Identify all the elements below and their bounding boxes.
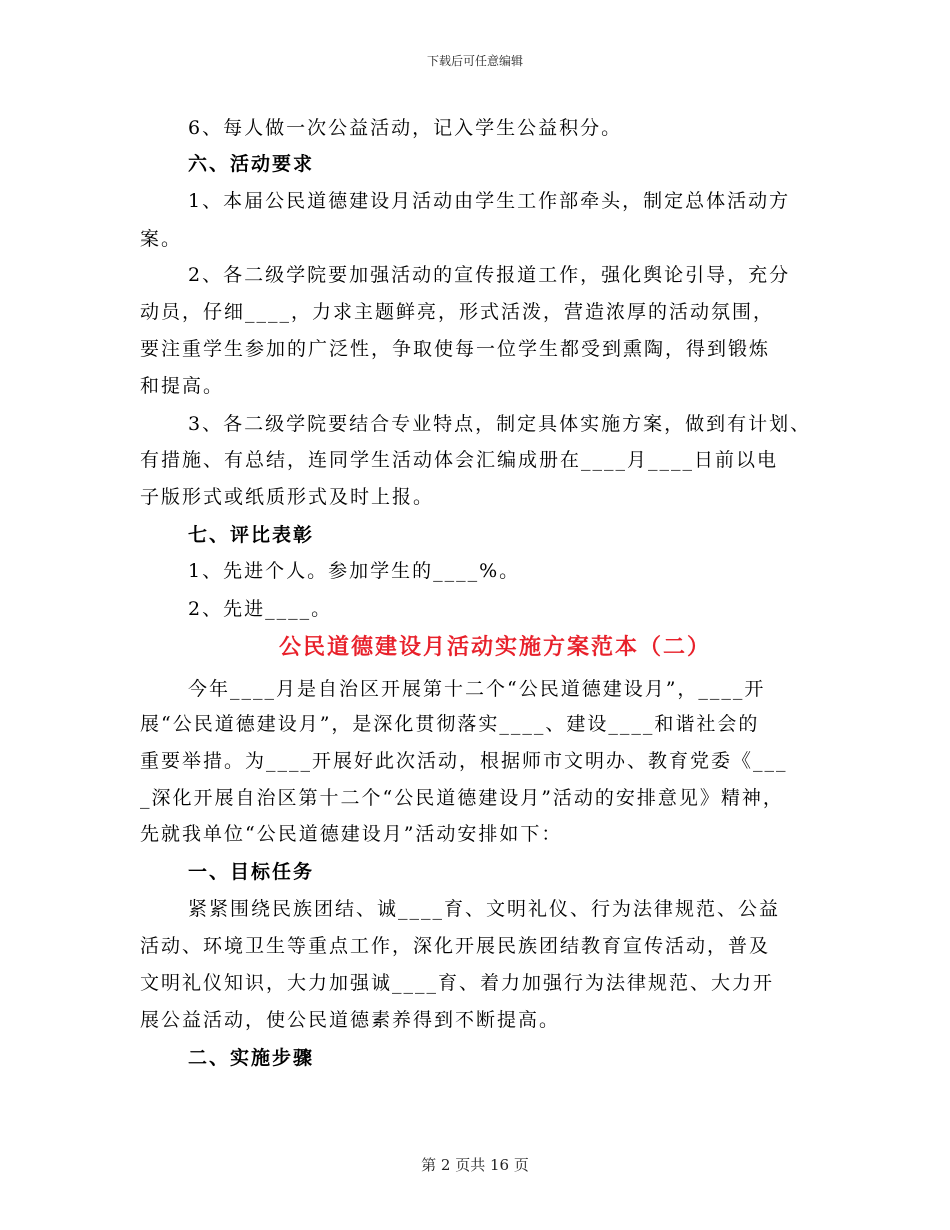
text-line: 紧紧围绕民族团结、诚____育、文明礼仪、行为法律规范、公益 bbox=[188, 898, 781, 920]
heading-commendation: 七、评比表彰 bbox=[188, 524, 315, 546]
text-line: 文明礼仪知识，大力加强诚____育、着力加强行为法律规范、大力开 bbox=[140, 972, 775, 994]
text-line: 2、先进____。 bbox=[188, 598, 333, 620]
text-line: 动员，仔细____，力求主题鲜亮，形式活泼，营造浓厚的活动氛围， bbox=[140, 301, 775, 323]
heading-activity-requirements: 六、活动要求 bbox=[188, 153, 315, 175]
text-line: 案。 bbox=[140, 228, 183, 250]
heading-goals: 一、目标任务 bbox=[188, 861, 315, 883]
page-footer-number: 第 2 页共 16 页 bbox=[421, 1156, 529, 1174]
heading-implementation-steps: 二、实施步骤 bbox=[188, 1047, 315, 1069]
text-line: 和提高。 bbox=[140, 375, 225, 397]
text-line: 6、每人做一次公益活动，记入学生公益积分。 bbox=[188, 117, 623, 139]
text-line: 展“公民道德建设月”，是深化贯彻落实____、建设____和谐社会的 bbox=[140, 713, 760, 735]
text-line: 有措施、有总结，连同学生活动体会汇编成册在____月____日前以电 bbox=[140, 449, 779, 471]
text-line: 先就我单位“公民道德建设月”活动安排如下： bbox=[140, 823, 563, 845]
text-line: 展公益活动，使公民道德素养得到不断提高。 bbox=[140, 1009, 561, 1031]
text-line: 2、各二级学院要加强活动的宣传报道工作，强化舆论引导，充分 bbox=[188, 264, 791, 286]
text-line: 子版形式或纸质形式及时上报。 bbox=[140, 486, 435, 508]
page-header-note: 下载后可任意编辑 bbox=[426, 54, 523, 68]
text-line: 重要举措。为____开展好此次活动，根据师市文明办、教育党委《___ bbox=[140, 750, 788, 772]
text-line: 1、先进个人。参加学生的____%。 bbox=[188, 560, 521, 582]
text-line: _深化开展自治区第十二个“公民道德建设月”活动的安排意见》精神， bbox=[140, 787, 784, 809]
text-line: 活动、环境卫生等重点工作，深化开展民族团结教育宣传活动，普及 bbox=[140, 935, 771, 957]
text-line: 1、本届公民道德建设月活动由学生工作部牵头，制定总体活动方 bbox=[188, 190, 791, 212]
text-line: 今年____月是自治区开展第十二个“公民道德建设月”，____开 bbox=[188, 678, 766, 700]
text-line: 要注重学生参加的广泛性，争取使每一位学生都受到熏陶，得到锻炼 bbox=[140, 338, 771, 360]
text-line: 3、各二级学院要结合专业特点，制定具体实施方案，做到有计划、 bbox=[188, 413, 812, 435]
section-title: 公民道德建设月活动实施方案范本（二） bbox=[278, 635, 711, 660]
